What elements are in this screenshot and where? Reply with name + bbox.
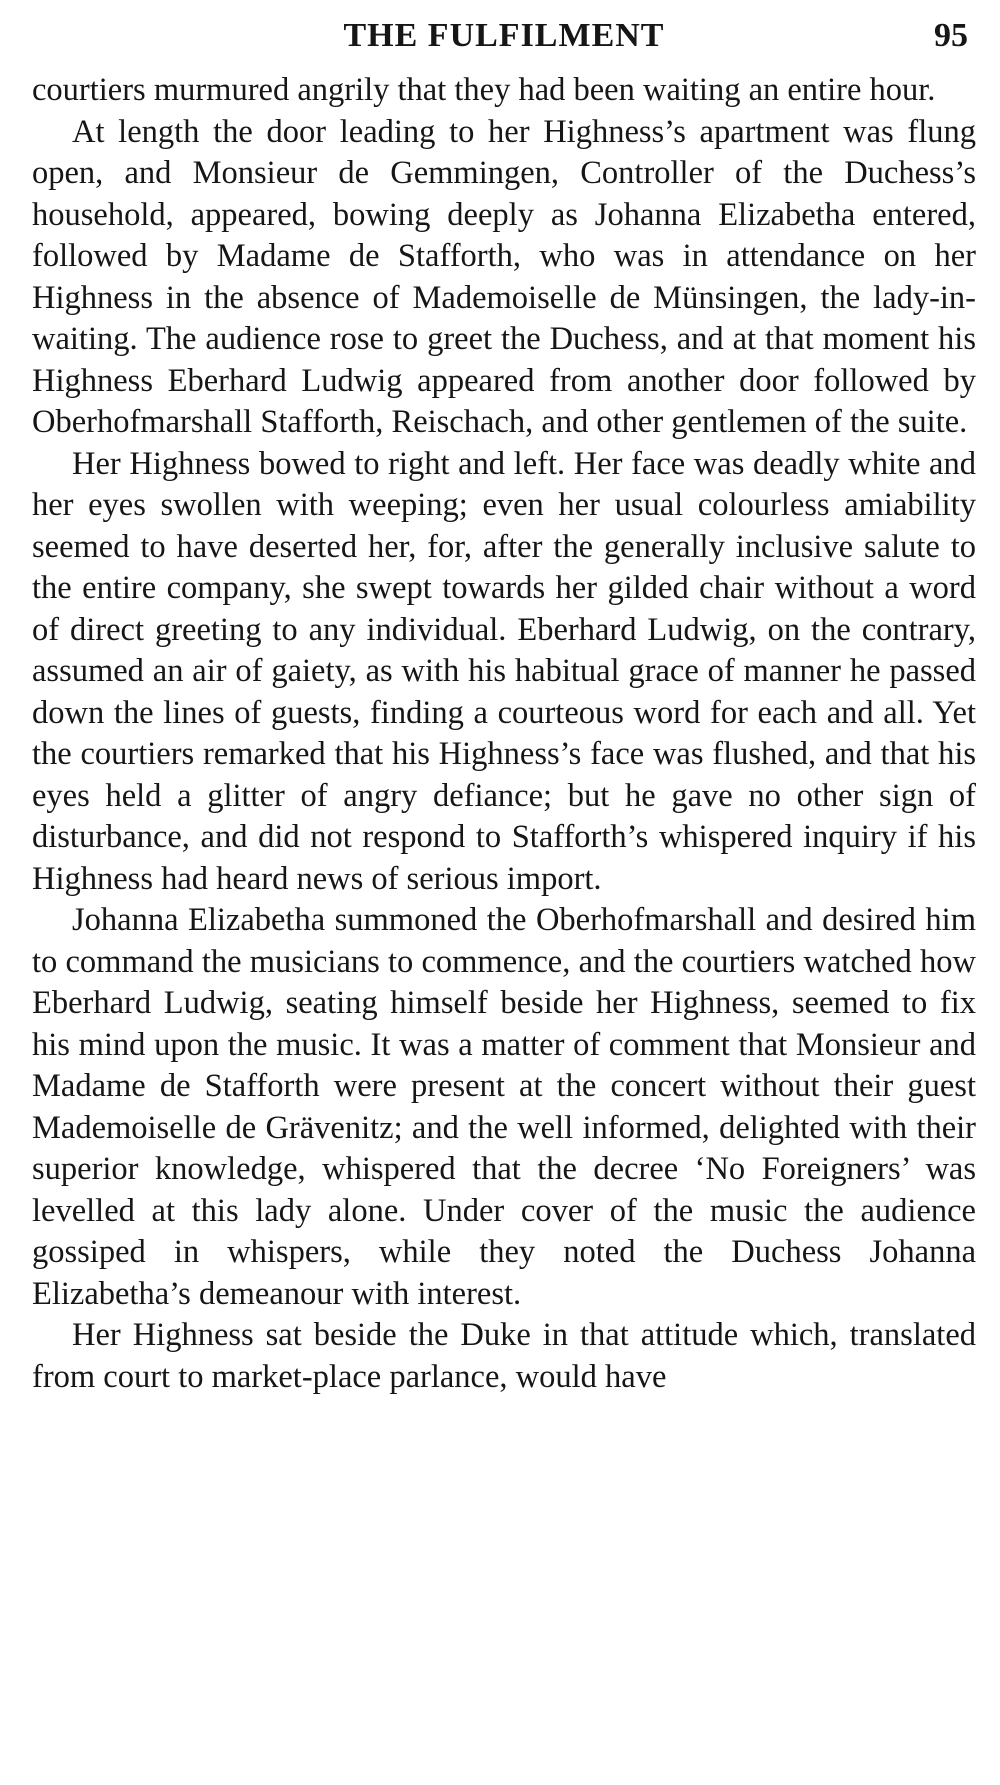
book-page bbox=[32, 14, 976, 1398]
page-header bbox=[32, 14, 976, 70]
paragraph: Her Highness bowed to right and left. Her face was deadly white and her eyes swollen with weeping; even her usual colourless amiability seemed to have deserted her, for, after the generally inclusive salute to the entire company, she swept towards her gilded chair without a word of direct greeting to any individual. Eberhard Ludwig, on the contrary, assumed an air of gaiety, as with his habitual grace of manner he passed down the lines of guests, finding a courteous word for each and all. Yet the courtiers remarked that his Highness’s face was flushed, and that his eyes held a glitter of angry defiance; but he gave no other sign of disturbance, and did not respond to Stafforth’s whispered inquiry if his Highness had heard news of serious import. bbox=[32, 445, 976, 897]
paragraph: Her Highness sat beside the Duke in that attitude which, translated from court to market-place parlance, would have bbox=[32, 1317, 976, 1395]
page-number: 95 bbox=[934, 17, 968, 54]
paragraph: courtiers murmured angrily that they had been waiting an entire hour. bbox=[32, 72, 936, 108]
body-text bbox=[32, 70, 976, 1398]
running-title: THE FULFILMENT bbox=[343, 17, 665, 54]
paragraph: At length the door leading to her Highness’s apartment was flung open, and Monsieur de Gemmingen, Controller of the Duchess’s household, appeared, bowing deeply as Johanna Elizabetha entered, followed by Madame de Stafforth, who was in attendance on her Highness in the absence of Mademoiselle de Münsingen, the lady-in-waiting. The audience rose to greet the Duchess, and at that moment his Highness Eberhard Ludwig appeared from another door followed by Oberhofmarshall Stafforth, Reischach, and other gentlemen of the suite. bbox=[32, 113, 976, 440]
paragraph: Johanna Elizabetha summoned the Oberhofmarshall and desired him to command the musicians to commence, and the courtiers watched how Eberhard Ludwig, seating himself beside her Highness, seemed to fix his mind upon the music. It was a matter of comment that Monsieur and Madame de Stafforth were present at the concert without their guest Mademoiselle de Grävenitz; and the well informed, delighted with their superior knowledge, whispered that the decree ‘No Foreigners’ was levelled at this lady alone. Under cover of the music the audience gossiped in whispers, while they noted the Duchess Johanna Elizabetha’s demeanour with interest. bbox=[32, 902, 976, 1312]
